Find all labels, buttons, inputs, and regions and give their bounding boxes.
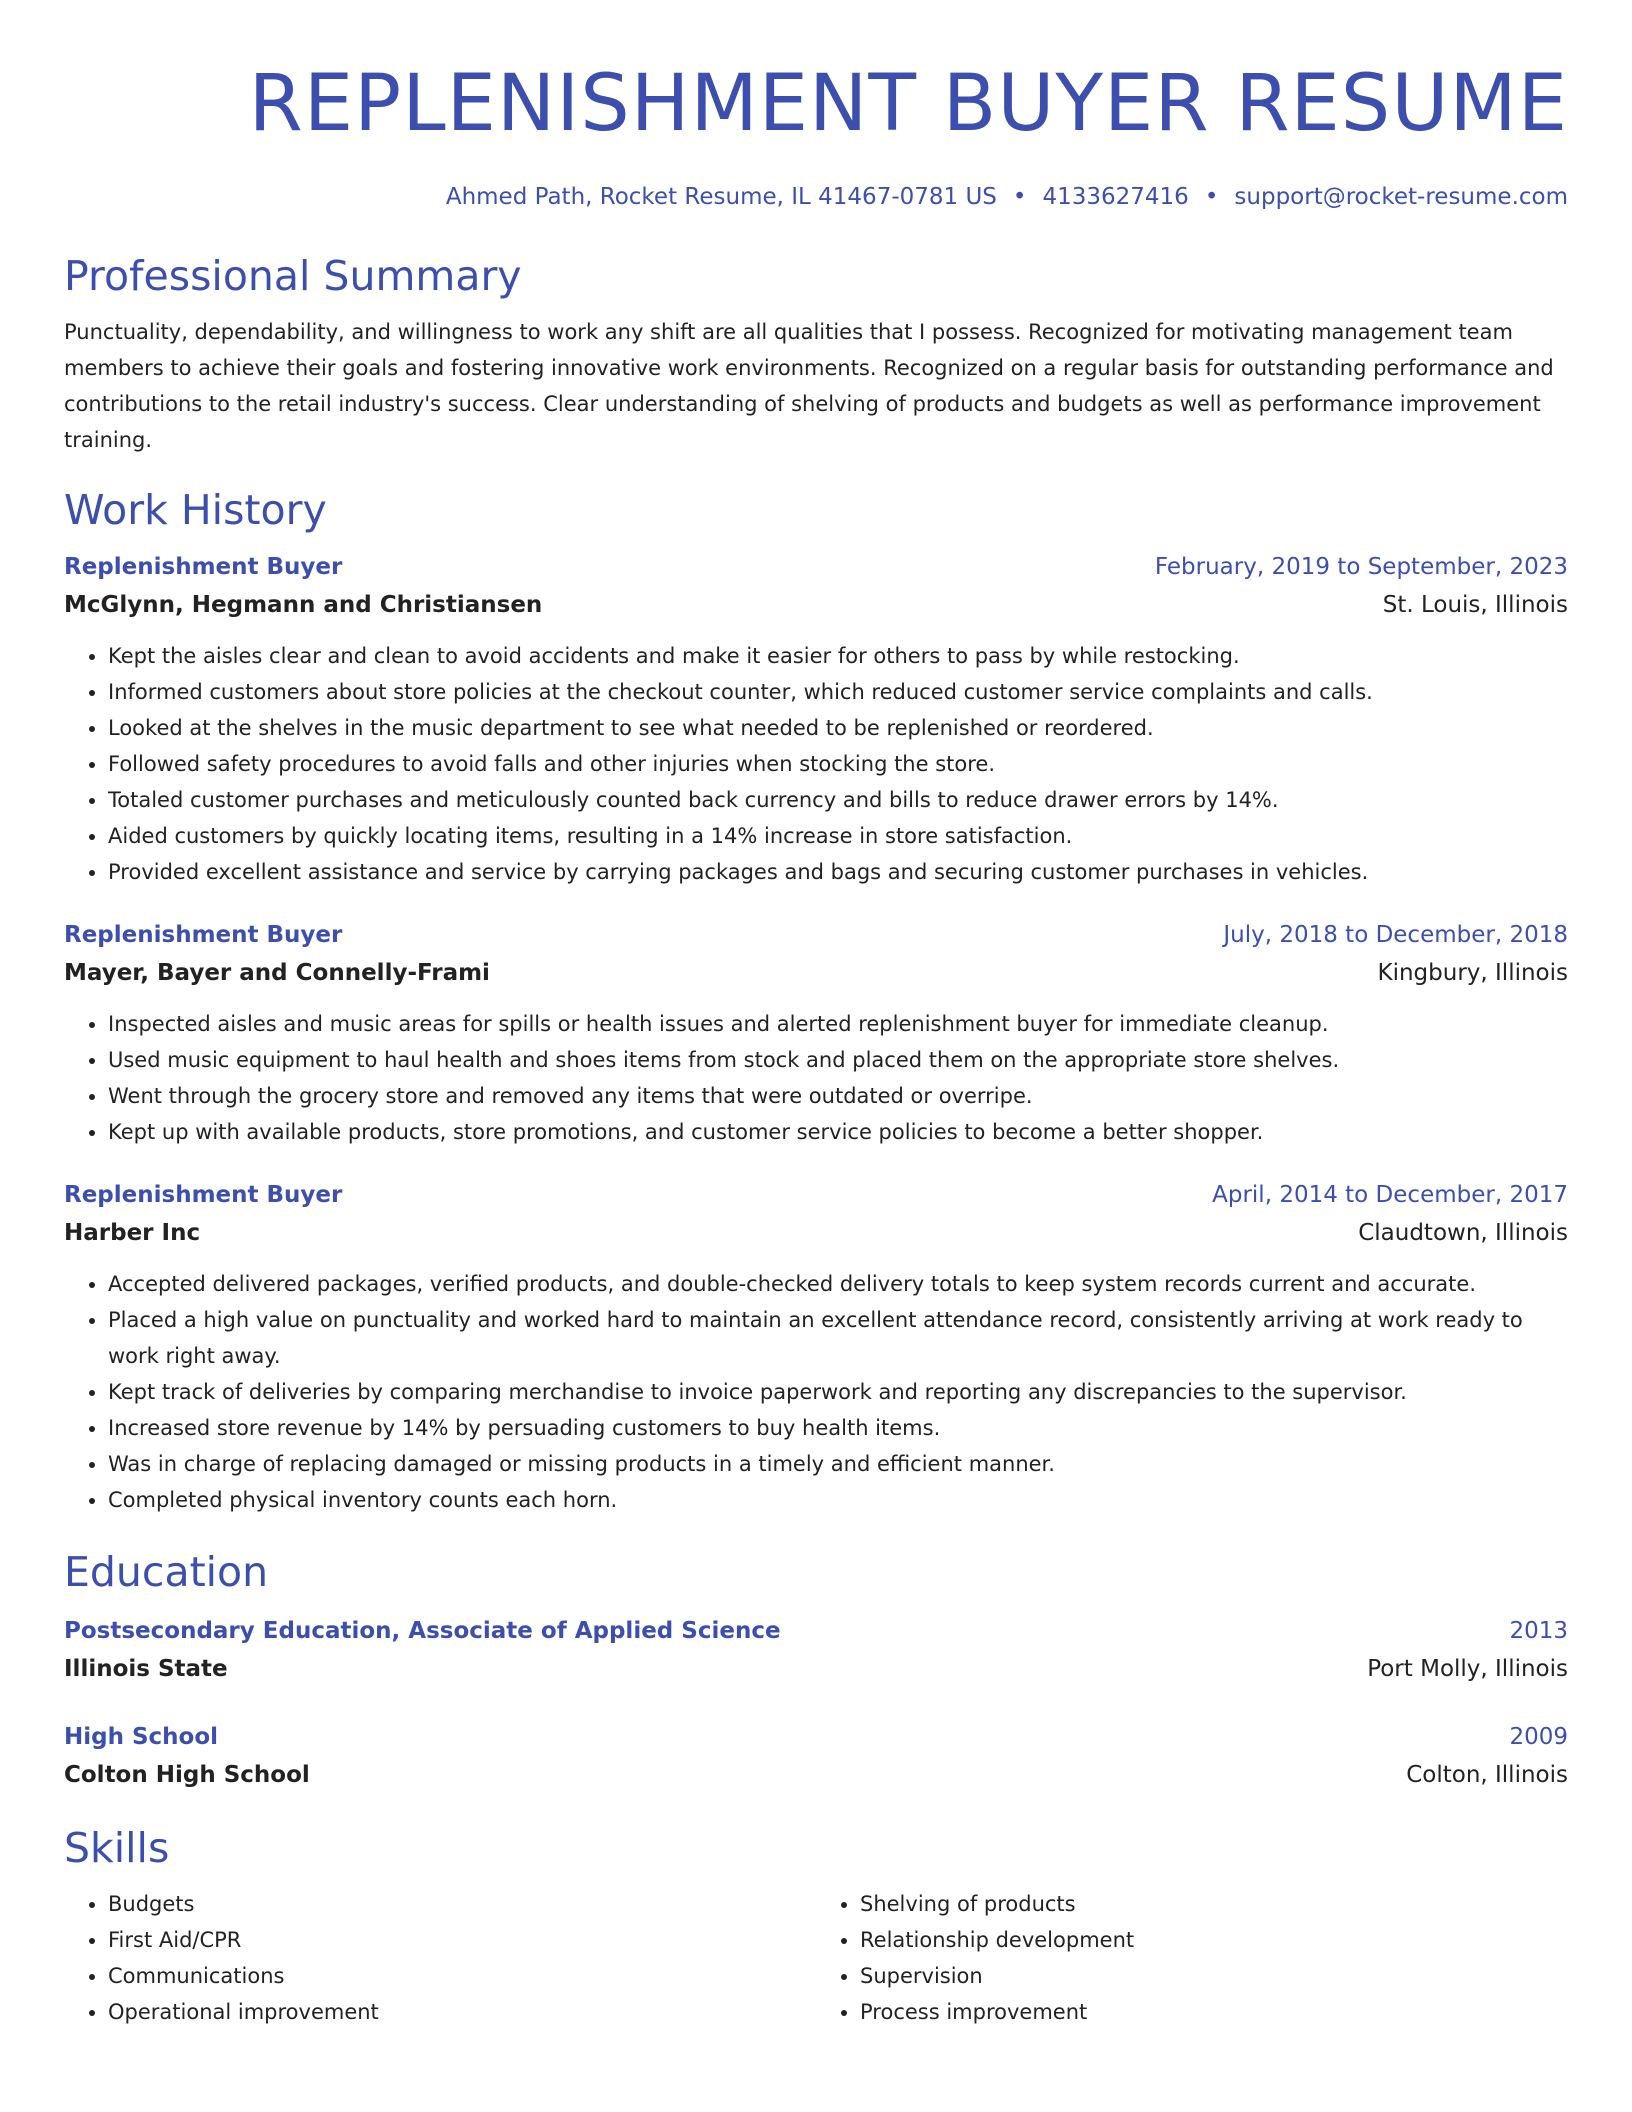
job-location: St. Louis, Illinois <box>1382 592 1568 618</box>
job-bullet: • Was in charge of replacing damaged or missing products in a timely and efficient manner. <box>108 1446 1568 1482</box>
skill-item: • Supervision <box>860 1958 1568 1994</box>
job-title: Replenishment Buyer <box>64 922 343 948</box>
job-entry <box>64 1176 1568 1518</box>
job-bullet: • Accepted delivered packages, verified products, and double-checked delivery totals to keep system records current and accurate. <box>108 1266 1568 1302</box>
job-bullets <box>64 1006 1568 1150</box>
contact-separator: • <box>1204 184 1219 210</box>
skill-item: • Relationship development <box>860 1922 1568 1958</box>
job-bullet: • Completed physical inventory counts each horn. <box>108 1482 1568 1518</box>
skills-column-right <box>816 1886 1568 2030</box>
contact-phone: 4133627416 <box>1042 184 1189 210</box>
job-bullet: • Kept the aisles clear and clean to avoid accidents and make it easier for others to pass by while restocking. <box>108 638 1568 674</box>
job-title: Replenishment Buyer <box>64 1182 343 1208</box>
job-bullets <box>64 638 1568 890</box>
job-bullet: • Inspected aisles and music areas for spills or health issues and alerted replenishment buyer for immediate cleanup. <box>108 1006 1568 1042</box>
education-location: Port Molly, Illinois <box>1367 1656 1568 1682</box>
skill-item: • Process improvement <box>860 1994 1568 2030</box>
job-bullet: • Increased store revenue by 14% by persuading customers to buy health items. <box>108 1410 1568 1446</box>
job-dates: February, 2019 to September, 2023 <box>1154 554 1568 580</box>
summary-text: Punctuality, dependability, and willingness to work any shift are all qualities that I possess. Recognized for motivating management team members to achieve their goals and fostering innovative work environments. Recognized on a regular basis for outstanding performance and contributions to the retail industry's success. Clear understanding of shelving of products and budgets as well as performance improvement training. <box>64 320 1554 452</box>
job-company: McGlynn, Hegmann and Christiansen <box>64 592 543 618</box>
job-company: Mayer, Bayer and Connelly-Frami <box>64 960 490 986</box>
skill-item: • Shelving of products <box>860 1886 1568 1922</box>
job-bullet: • Kept track of deliveries by comparing merchandise to invoice paperwork and reporting any discrepancies to the supervisor. <box>108 1374 1568 1410</box>
job-bullet: • Looked at the shelves in the music department to see what needed to be replenished or reordered. <box>108 710 1568 746</box>
job-location: Claudtown, Illinois <box>1358 1220 1568 1246</box>
education-year: 2013 <box>1509 1618 1568 1644</box>
job-bullet: • Used music equipment to haul health and shoes items from stock and placed them on the appropriate store shelves. <box>108 1042 1568 1078</box>
work-history-heading: Work History <box>64 486 327 534</box>
contact-separator: • <box>1012 184 1027 210</box>
job-company: Harber Inc <box>64 1220 201 1246</box>
summary-heading: Professional Summary <box>64 252 522 300</box>
education-location: Colton, Illinois <box>1406 1762 1568 1788</box>
job-bullet: • Placed a high value on punctuality and worked hard to maintain an excellent attendance record, consistently arriving at work ready to work right away. <box>108 1302 1568 1374</box>
resume-page <box>64 0 1568 2030</box>
resume-title: REPLENISHMENT BUYER RESUME <box>248 59 1568 149</box>
skill-item: • First Aid/CPR <box>108 1922 816 1958</box>
education-degree: High School <box>64 1724 219 1750</box>
job-bullet: • Followed safety procedures to avoid falls and other injuries when stocking the store. <box>108 746 1568 782</box>
job-dates: April, 2014 to December, 2017 <box>1212 1182 1568 1208</box>
job-title: Replenishment Buyer <box>64 554 343 580</box>
job-entry <box>64 916 1568 1150</box>
job-bullet: • Kept up with available products, store promotions, and customer service policies to become a better shopper. <box>108 1114 1568 1150</box>
education-heading: Education <box>64 1548 269 1596</box>
education-entry <box>64 1718 1568 1794</box>
contact-line <box>64 182 1568 212</box>
education-year: 2009 <box>1509 1724 1568 1750</box>
contact-email: support@rocket-resume.com <box>1234 184 1568 210</box>
job-entry <box>64 548 1568 890</box>
skills-heading: Skills <box>64 1824 170 1872</box>
education-school: Colton High School <box>64 1762 310 1788</box>
education-degree: Postsecondary Education, Associate of Applied Science <box>64 1618 781 1644</box>
job-bullet: • Provided excellent assistance and service by carrying packages and bags and securing customer purchases in vehicles. <box>108 854 1568 890</box>
skills-list <box>64 1886 1568 2030</box>
job-dates: July, 2018 to December, 2018 <box>1223 922 1568 948</box>
skill-item: • Budgets <box>108 1886 816 1922</box>
job-location: Kingbury, Illinois <box>1377 960 1568 986</box>
skills-column-left <box>64 1886 816 2030</box>
skill-item: • Operational improvement <box>108 1994 816 2030</box>
job-bullet: • Aided customers by quickly locating items, resulting in a 14% increase in store satisfaction. <box>108 818 1568 854</box>
job-bullet: • Went through the grocery store and removed any items that were outdated or overripe. <box>108 1078 1568 1114</box>
job-bullet: • Totaled customer purchases and meticulously counted back currency and bills to reduce drawer errors by 14%. <box>108 782 1568 818</box>
skill-item: • Communications <box>108 1958 816 1994</box>
education-school: Illinois State <box>64 1656 228 1682</box>
education-entry <box>64 1612 1568 1688</box>
job-bullet: • Informed customers about store policies at the checkout counter, which reduced customer service complaints and calls. <box>108 674 1568 710</box>
contact-address: Ahmed Path, Rocket Resume, IL 41467-0781 US <box>445 184 997 210</box>
job-bullets <box>64 1266 1568 1518</box>
